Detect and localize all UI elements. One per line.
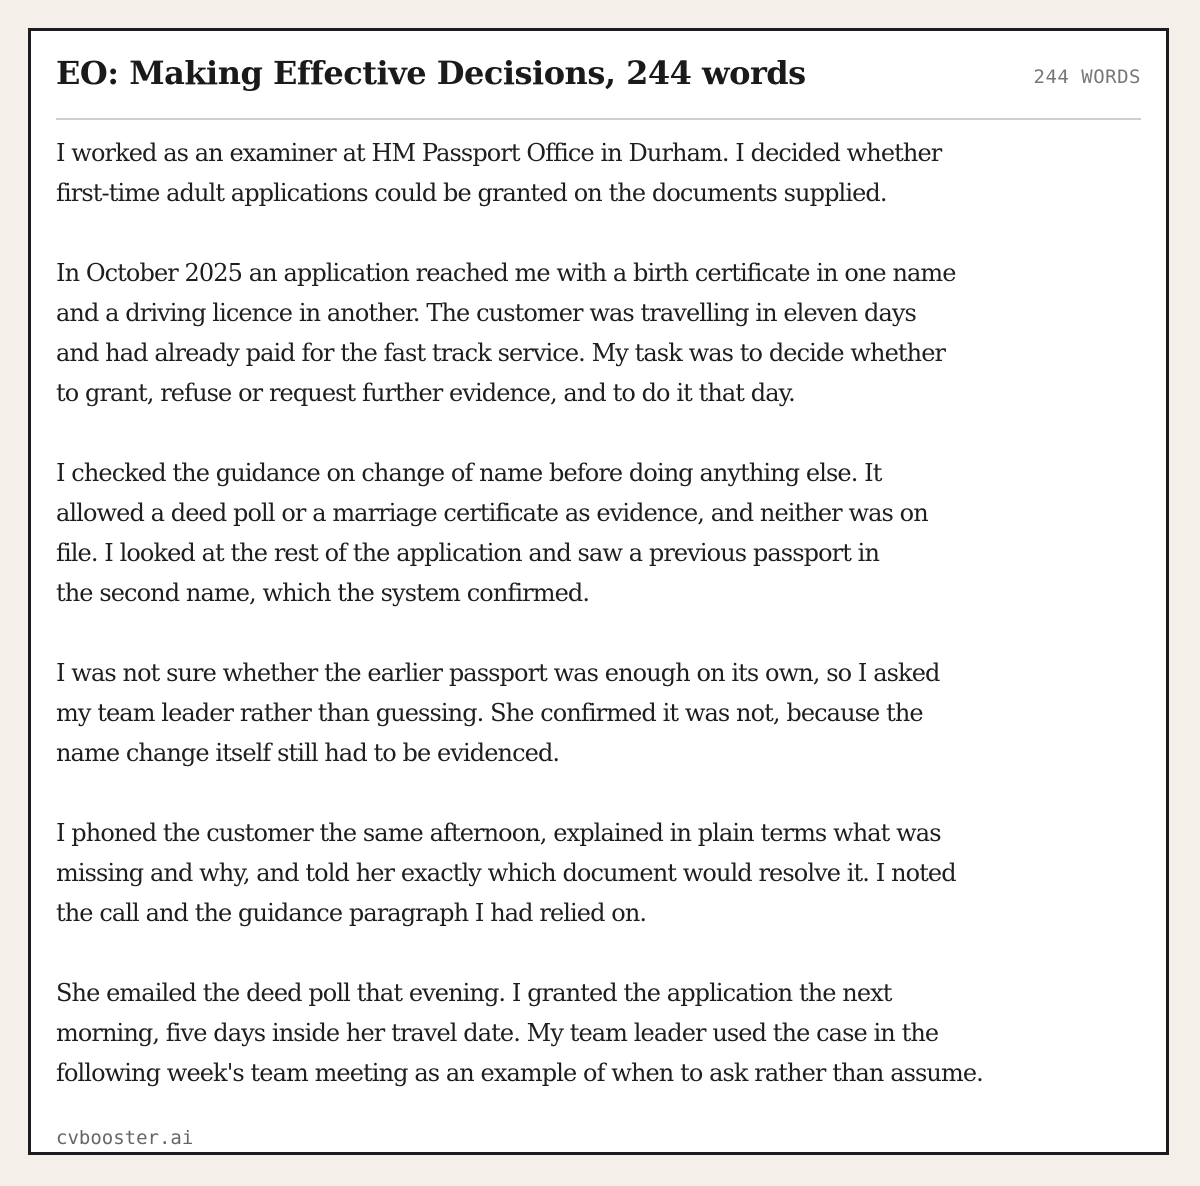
paragraph-situation-role: I worked as an examiner at HM Passport Office in Durham. I decided whether first-time adult applications could be granted on the documents supplied. [56, 139, 942, 207]
paragraph-phoned-customer: I phoned the customer the same afternoon, explained in plain terms what was missing and why, and told her exactly which document would resolve it. I noted the call and the guidance paragraph I had relied on. [56, 819, 956, 927]
site-watermark: cvbooster.ai [56, 1127, 194, 1150]
card-header [56, 51, 1141, 120]
paragraph-task: In October 2025 an application reached me with a birth certificate in one name and a driving licence in another. The customer was travelling in eleven days and had already paid for the fast track service. My task was to decide whether to grant, refuse or request further evidence, and to do it that day. [56, 259, 956, 407]
paragraph-guidance-check: I checked the guidance on change of name before doing anything else. It allowed a deed poll or a marriage certificate as evidence, and neither was on file. I looked at the rest of the application and saw a previous passport in the second name, which the system confirmed. [56, 459, 928, 607]
answer-body [56, 133, 1056, 1133]
paragraph-asked-team-leader: I was not sure whether the earlier passport was enough on its own, so I asked my team leader rather than guessing. She confirmed it was not, because the name change itself still had to be evidenced. [56, 659, 940, 767]
paragraph-result: She emailed the deed poll that evening. I granted the application the next morning, five days inside her travel date. My team leader used the case in the following week's team meeting as an example of when to ask rather than assume. [56, 979, 983, 1087]
page-title: EO: Making Effective Decisions, 244 words [56, 54, 806, 92]
answer-card [28, 28, 1169, 1155]
word-count-label: 244 WORDS [1033, 66, 1141, 88]
